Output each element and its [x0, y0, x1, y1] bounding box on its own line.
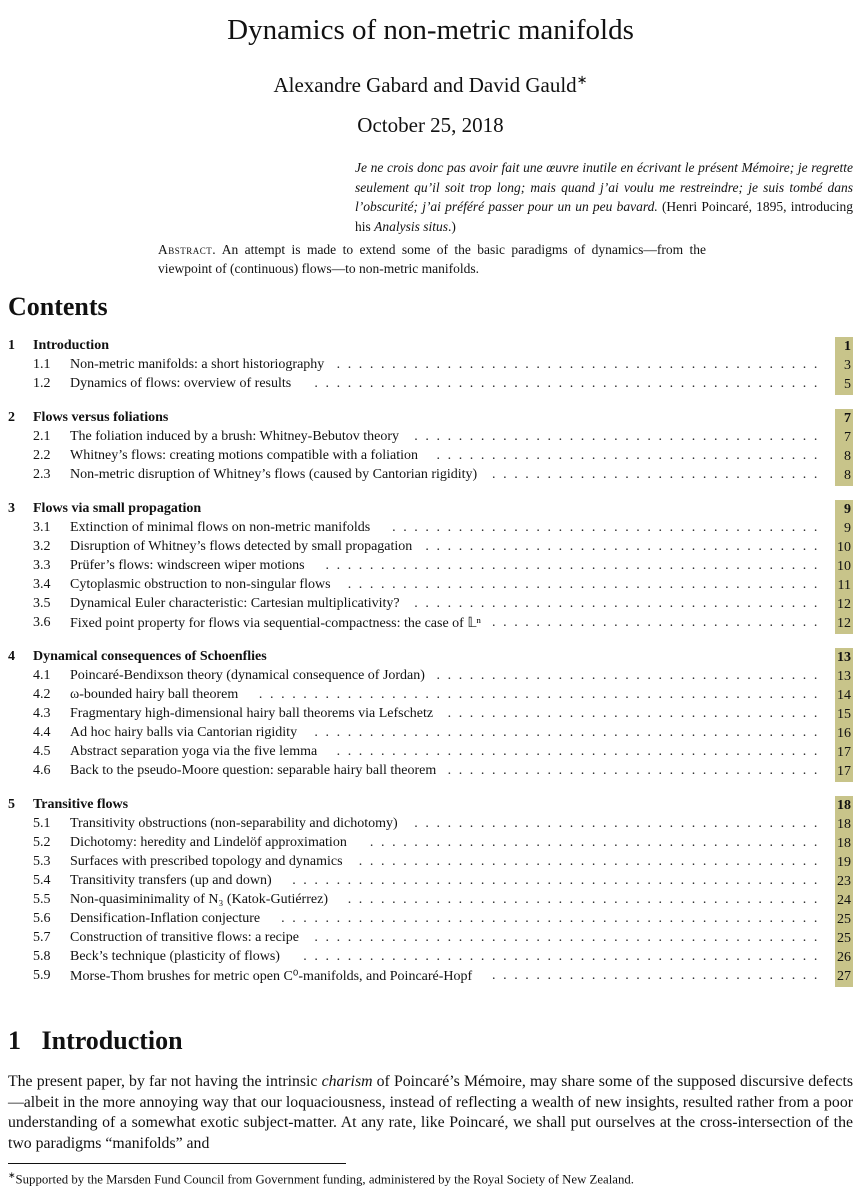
toc-entry-title: Transitivity obstructions (non-separability and dichotomy)	[70, 816, 398, 831]
toc-dot-leader: ..................................	[447, 706, 825, 721]
toc-page-link[interactable]: 3	[835, 356, 853, 376]
toc-entry-title: Abstract separation yoga via the five lemma	[70, 744, 318, 759]
toc-page-link[interactable]: 15	[835, 705, 853, 725]
toc-entry-title: Introduction	[33, 338, 109, 353]
toc-dot-leader: ...........................................	[347, 577, 825, 592]
toc-dot-leader: ...................................	[436, 448, 825, 463]
toc-entry-number: 2.3	[33, 467, 51, 482]
toc-entry-title: Back to the pseudo-Moore question: separable hairy ball theorem	[70, 763, 437, 778]
toc-page-link[interactable]: 11	[835, 576, 853, 596]
toc-page-link[interactable]: 16	[835, 724, 853, 744]
toc-entry[interactable]	[8, 835, 853, 854]
toc-entry-title: Surfaces with prescribed topology and dynamics	[70, 854, 343, 869]
toc-entry-number: 3.2	[33, 539, 51, 554]
toc-entry-title: Dynamics of flows: overview of results	[70, 376, 292, 391]
toc-entry[interactable]	[8, 911, 853, 930]
toc-entry-title: Flows versus foliations	[33, 410, 169, 425]
intro-text-1: The present paper, by far not having the intrinsic	[8, 1073, 322, 1090]
toc-entry[interactable]	[8, 892, 853, 911]
toc-entry-title: Dynamical Euler characteristic: Cartesian multiplicativity?	[70, 596, 400, 611]
toc-entry-number: 4	[8, 649, 15, 664]
toc-entry-title: Fragmentary high-dimensional hairy ball theorems via Lefschetz	[70, 706, 434, 721]
toc-entry-number: 3.3	[33, 558, 51, 573]
toc-page-link[interactable]: 18	[835, 815, 853, 835]
toc-page-link[interactable]: 10	[835, 557, 853, 577]
toc-entry-number: 4.3	[33, 706, 51, 721]
epigraph-attribution-post: .)	[448, 218, 456, 234]
toc-entry-number: 4.4	[33, 725, 51, 740]
toc-dot-leader: .......................................	[392, 520, 825, 535]
toc-entry-title: Whitney’s flows: creating motions compatible with a foliation	[70, 448, 418, 463]
toc-entry[interactable]	[8, 539, 853, 558]
toc-entry-number: 5.8	[33, 949, 51, 964]
toc-entry[interactable]	[8, 797, 853, 816]
toc-page-link[interactable]: 7	[835, 428, 853, 448]
epigraph-attribution-work: Analysis situs	[374, 218, 449, 234]
toc-dot-leader: .................................................	[281, 911, 825, 926]
toc-entry[interactable]	[8, 949, 853, 968]
abstract	[158, 240, 706, 278]
toc-page-link[interactable]: 23	[835, 872, 853, 892]
toc-dot-leader: ..............................	[492, 615, 825, 630]
toc-entry-number: 2.1	[33, 429, 51, 444]
toc-entry-number: 2.2	[33, 448, 51, 463]
section-number: 1	[8, 1026, 21, 1055]
toc-page-link[interactable]: 9	[835, 500, 853, 520]
toc-page-link[interactable]: 9	[835, 519, 853, 539]
toc-entry-number: 1	[8, 338, 15, 353]
toc-page-link[interactable]: 10	[835, 538, 853, 558]
toc-dot-leader: ..................................	[447, 763, 825, 778]
toc-entry[interactable]	[8, 376, 853, 395]
toc-entry-number: 4.2	[33, 687, 51, 702]
toc-entry[interactable]	[8, 429, 853, 448]
toc-dot-leader: .....................................	[414, 429, 825, 444]
toc-page-link[interactable]: 18	[835, 834, 853, 854]
toc-entry[interactable]	[8, 744, 853, 763]
toc-dot-leader: ...............................................	[303, 949, 825, 964]
toc-page-link[interactable]: 19	[835, 853, 853, 873]
toc-entry-number: 2	[8, 410, 15, 425]
toc-entry-title: Transitivity transfers (up and down)	[70, 873, 272, 888]
toc-page-link[interactable]: 1	[835, 337, 853, 357]
toc-entry[interactable]	[8, 596, 853, 615]
toc-entry-number: 5.9	[33, 968, 51, 983]
toc-entry-title: Densification-Inflation conjecture	[70, 911, 261, 926]
footnote-mark: ∗	[8, 1170, 16, 1180]
toc-entry-title: Dichotomy: heredity and Lindelöf approximation	[70, 835, 347, 850]
toc-page-link[interactable]: 8	[835, 447, 853, 467]
toc-entry-number: 5.2	[33, 835, 51, 850]
toc-entry-number: 3.1	[33, 520, 51, 535]
toc-entry-title: Non-metric manifolds: a short historiography	[70, 357, 325, 372]
toc-entry-title: Beck’s technique (plasticity of flows)	[70, 949, 280, 964]
toc-entry[interactable]	[8, 763, 853, 782]
toc-entry-number: 3.4	[33, 577, 51, 592]
toc-entry-number: 5.3	[33, 854, 51, 869]
section-title: Introduction	[41, 1026, 183, 1055]
toc-dot-leader: ..............................................	[314, 725, 825, 740]
toc-entry[interactable]	[8, 577, 853, 596]
toc-dot-leader: ............................................	[336, 357, 825, 372]
toc-entry[interactable]	[8, 410, 853, 429]
toc-entry-title: The foliation induced by a brush: Whitney-Bebutov theory	[70, 429, 400, 444]
toc-entry-title: ω-bounded hairy ball theorem	[70, 687, 239, 702]
toc-entry-title: Prüfer’s flows: windscreen wiper motions	[70, 558, 305, 573]
toc-page-link[interactable]: 17	[835, 762, 853, 782]
toc-entry-title: Poincaré-Bendixson theory (dynamical consequence of Jordan)	[70, 668, 425, 683]
section-heading	[8, 1026, 183, 1056]
toc-page-link[interactable]: 13	[835, 667, 853, 687]
toc-page-link[interactable]: 12	[835, 595, 853, 615]
toc-page-link[interactable]: 13	[835, 648, 853, 668]
toc-dot-leader: ..............................................	[314, 376, 825, 391]
toc-entry[interactable]	[8, 558, 853, 577]
toc-entry[interactable]	[8, 615, 853, 634]
toc-entry[interactable]	[8, 968, 853, 987]
author-line	[0, 72, 861, 98]
toc-entry-number: 5.1	[33, 816, 51, 831]
toc-entry-title: Cytoplasmic obstruction to non-singular flows	[70, 577, 331, 592]
toc-page-link[interactable]: 18	[835, 796, 853, 816]
footnote-rule	[8, 1163, 346, 1164]
paper-date: October 25, 2018	[357, 113, 504, 137]
toc-entry-title: Non-quasiminimality of N₃ (Katok-Gutiérrez)	[70, 892, 328, 907]
toc-dot-leader: ............................................	[336, 744, 825, 759]
toc-entry-number: 3.5	[33, 596, 51, 611]
toc-entry[interactable]	[8, 816, 853, 835]
toc-entry-number: 4.6	[33, 763, 51, 778]
abstract-label: Abstract.	[158, 242, 217, 257]
toc-page-link[interactable]: 14	[835, 686, 853, 706]
toc-entry-title: Flows via small propagation	[33, 501, 202, 516]
toc-entry[interactable]	[8, 706, 853, 725]
toc-entry-title: Extinction of minimal flows on non-metric manifolds	[70, 520, 371, 535]
toc-entry-number: 1.2	[33, 376, 51, 391]
toc-dot-leader: ..............................................	[314, 930, 825, 945]
author-footnote-mark: ∗	[576, 72, 588, 87]
toc-entry[interactable]	[8, 687, 853, 706]
toc-page-link[interactable]: 25	[835, 929, 853, 949]
toc-dot-leader: ................................................	[292, 873, 825, 888]
toc-entry[interactable]	[8, 725, 853, 744]
toc-entry-title: Dynamical consequences of Schoenflies	[33, 649, 267, 664]
toc-page-link[interactable]: 8	[835, 466, 853, 486]
toc-entry[interactable]	[8, 649, 853, 668]
toc-dot-leader: .........................................	[369, 835, 825, 850]
toc-dot-leader: ...........................................	[347, 892, 825, 907]
toc-dot-leader: .............................................	[325, 558, 825, 573]
toc-dot-leader: ...................................	[436, 668, 825, 683]
toc-entry-title: Non-metric disruption of Whitney’s flows (caused by Cantorian rigidity)	[70, 467, 478, 482]
toc-entry[interactable]	[8, 501, 853, 520]
toc-page-link[interactable]: 5	[835, 375, 853, 395]
toc-dot-leader: ..............................	[492, 467, 825, 482]
toc-entry[interactable]	[8, 338, 853, 357]
intro-paragraph	[8, 1072, 853, 1154]
toc-page-link[interactable]: 27	[835, 967, 853, 987]
toc-entry-number: 1.1	[33, 357, 51, 372]
toc-entry[interactable]	[8, 854, 853, 873]
toc-entry-title: Disruption of Whitney’s flows detected by small propagation	[70, 539, 413, 554]
toc-entry[interactable]	[8, 873, 853, 892]
toc-dot-leader: .....................................	[414, 596, 825, 611]
toc-entry-number: 4.5	[33, 744, 51, 759]
footnote	[8, 1170, 853, 1187]
epigraph	[355, 158, 853, 236]
paper-title: Dynamics of non-metric manifolds	[227, 14, 634, 46]
intro-text-2: of Poincaré’s Mémoire, may share some of the supposed discursive defects—albeit in the more annoying way that our loquaciousness, instead of reflecting a wealth of new insights, resulted rather from a poor understanding of a somewhat exotic subject-matter. At any rate, like Poincaré, we shall put ourselves at the cross-intersection of the two paradigms “manifolds” and	[8, 1073, 853, 1152]
epigraph-quote: Je ne crois donc pas avoir fait une œuvre inutile en écrivant le présent Mémoire; je regrette seulement qu’il soit trop long; mais quand j’ai voulu me restreindre; je suis tombé dans l’obscurité; j’ai préféré passer pour un un peu bavard.	[355, 160, 853, 215]
toc-dot-leader: ..............................	[492, 968, 825, 983]
epigraph-attribution-pre: (Henri Poincaré, 1895, introducing his	[355, 199, 854, 234]
toc-dot-leader: ..........................................	[358, 854, 825, 869]
authors: Alexandre Gabard and David Gauld	[273, 73, 577, 97]
toc-entry[interactable]	[8, 448, 853, 467]
toc-page-link[interactable]: 12	[835, 614, 853, 634]
toc-entry-title: Construction of transitive flows: a recipe	[70, 930, 299, 945]
toc-entry[interactable]	[8, 357, 853, 376]
toc-page-link[interactable]: 25	[835, 910, 853, 930]
toc-entry-number: 5.4	[33, 873, 51, 888]
toc-entry-number: 5.5	[33, 892, 51, 907]
toc-page-link[interactable]: 26	[835, 948, 853, 968]
toc-entry[interactable]	[8, 668, 853, 687]
toc-page-link[interactable]: 24	[835, 891, 853, 911]
intro-text-italic: charism	[321, 1073, 373, 1090]
toc-page-link[interactable]: 7	[835, 409, 853, 429]
toc-entry[interactable]	[8, 467, 853, 486]
toc-dot-leader: .....................................	[414, 816, 825, 831]
toc-entry-number: 5.7	[33, 930, 51, 945]
toc-entry-title: Ad hoc hairy balls via Cantorian rigidity	[70, 725, 298, 740]
toc-entry-title: Fixed point property for flows via sequential-compactness: the case of 𝕃ⁿ	[70, 616, 481, 631]
toc-entry-number: 5.6	[33, 911, 51, 926]
toc-entry-number: 4.1	[33, 668, 51, 683]
toc-page-link[interactable]: 17	[835, 743, 853, 763]
toc-entry[interactable]	[8, 930, 853, 949]
toc-entry-title: Transitive flows	[33, 797, 129, 812]
contents-heading: Contents	[8, 292, 108, 321]
toc-dot-leader: ....................................	[425, 539, 825, 554]
toc-entry-number: 5	[8, 797, 15, 812]
footnote-text: Supported by the Marsden Fund Council from Government funding, administered by the Royal Society of New Zealand.	[15, 1172, 634, 1187]
abstract-text: An attempt is made to extend some of the basic paradigms of dynamics—from the viewpoint of (continuous) flows—to non-metric manifolds.	[158, 242, 706, 276]
toc-entry-number: 3	[8, 501, 15, 516]
toc-entry-number: 3.6	[33, 615, 51, 630]
toc-entry[interactable]	[8, 520, 853, 539]
toc-entry-title: Morse-Thom brushes for metric open C⁰-manifolds, and Poincaré-Hopf	[70, 969, 473, 984]
toc-dot-leader: ...................................................	[258, 687, 825, 702]
